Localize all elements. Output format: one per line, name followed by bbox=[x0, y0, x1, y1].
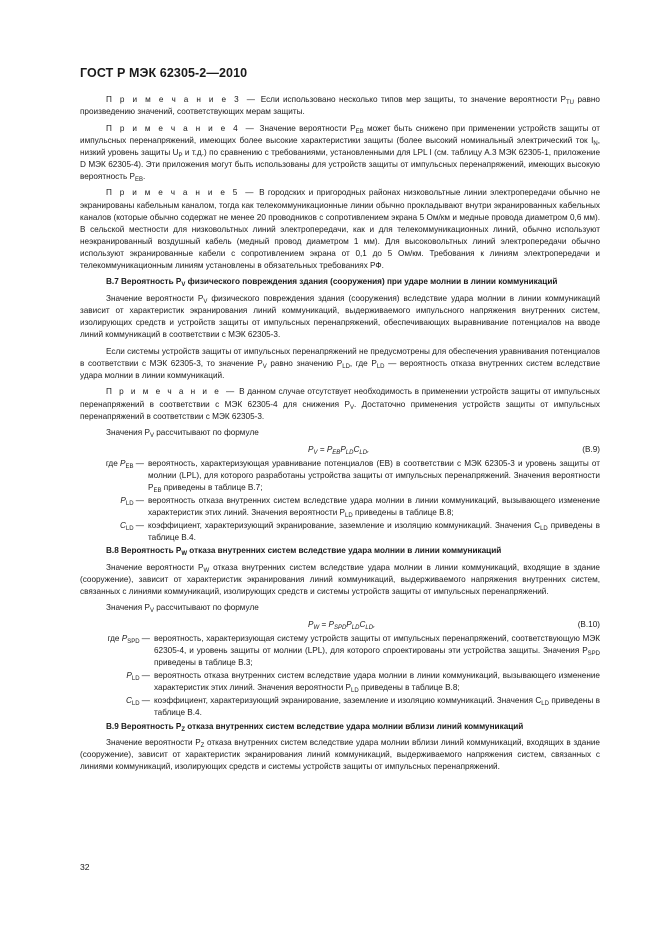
formula-b9-expression: $P_V = P_{EB}P_{LD}C_{LD}$, bbox=[308, 444, 370, 456]
section-b7-paragraph-1: Значение вероятности $P_V$ физического повреждения здания (сооружения) вследствие удара молнии в линии коммуникаций зависит от характеристик экранирования линий коммуникаций, выдерживаемого импульсного напряжения внутренних систем, изолирующих средств и устройств защиты от импульсных перенапряжений, обеспечивающих выравнивание потенциалов на вводе линий коммуникаций в соответствии с МЭК 62305-3. bbox=[80, 293, 600, 340]
formula-b10 bbox=[80, 619, 600, 632]
where-item-peb: где $P_{EB}$ — вероятность, характеризующая уравнивание потенциалов (ЕВ) в соответствии с МЭК 62305-3 и уровень защиты от молнии (LPL), для которого разработаны устройства защиты от импульсных перенапряжений. Значения вероятности $P_{EB}$ приведены в таблице В.7; bbox=[105, 458, 600, 494]
formula-b10-number: (В.10) bbox=[577, 619, 600, 629]
formula-b9 bbox=[80, 444, 600, 457]
section-b7-heading: В.7 Вероятность $P_V$ физического повреждения здания (сооружения) при ударе молнии в линии коммуникаций bbox=[106, 277, 558, 289]
note-3: П р и м е ч а н и е 3 — Если использовано несколько типов мер защиты, то значение вероятности $P_{TU}$ равно произведению значений, соответствующих мерам защиты. bbox=[80, 95, 600, 117]
document-header: ГОСТ Р МЭК 62305-2—2010 bbox=[80, 66, 248, 80]
where-item-pspd: где $P_{SPD}$ — вероятность, характеризующая систему устройств защиты от импульсных перенапряжений, соответствующую МЭК 62305-4, и уровень защиты от молнии (LPL), для которого спроектированы эти устройства защиты. Значения $P_{SPD}$ приведены в таблице В.3; bbox=[107, 633, 600, 668]
section-b9-heading: В.9 Вероятность $P_Z$ отказа внутренних систем вследствие удара молнии вблизи линий коммуникаций bbox=[106, 721, 524, 733]
section-b7-formula-intro: Значения $P_V$ рассчитывают по формуле bbox=[106, 428, 259, 440]
formula-b10-expression: $P_W = P_{SPD}P_{LD}C_{LD}$, bbox=[308, 619, 376, 631]
section-b7-paragraph-2: Если системы устройств защиты от импульсных перенапряжений не предусмотрены для обеспечения уравнивания потенциалов в соответствии с МЭК 62305-3, то значение $P_V$ равно значению $P_{LD}$, где $P_{LD}$ — вероятность отказа внутренних систем вследствие удара молнии в линии коммуникаций. bbox=[80, 346, 600, 380]
document-body bbox=[80, 94, 600, 778]
section-b8-paragraph-1: Значение вероятности $P_W$ отказа внутренних систем вследствие удара молнии в линии коммуникаций, входящие в здание (сооружение), зависит от характеристик экранирования линий коммуникаций, выдерживаемого напряжения внутренних систем, связанных с линиями коммуникаций, изолирующих средств и системы устройств защиты от импульсных перенапряжений. bbox=[80, 562, 600, 596]
section-b9-paragraph-1: Значение вероятности $P_Z$ отказа внутренних систем вследствие удара молнии вблизи линий коммуникаций, входящих в здание (сооружение), зависит от характеристик экранирования линий коммуникаций, выдерживаемого напряжения систем, связанных с линиями коммуникаций, изолирующих средств и системы устройств защиты от импульсных перенапряжений. bbox=[80, 738, 600, 772]
where-item-pld-2: $P_{LD}$ — вероятность отказа внутренних систем вследствие удара молнии в линии коммуникаций, вызывающего изменение характеристик этих линий. Значения вероятности $P_{LD}$ приведены в таблице В.8; bbox=[126, 671, 600, 695]
section-b8-heading: В.8 Вероятность $P_W$ отказа внутренних систем вследствие удара молнии в линии коммуникаций bbox=[106, 546, 502, 558]
page-number: 32 bbox=[80, 862, 90, 872]
note-5: П р и м е ч а н и е 5 — В городских и пригородных районах низковольтные линии электропередачи обычно не экранированы кабельным каналом, тогда как телекоммуникационные линии обычно прокладывают внутри экранированных кабельных каналов (которые обычно содержат не менее 20 проводников с сопротивлением экрана 5 Ом/км и медные провода диаметром 0,6 мм). В сельской местности для низковольтных линий электропередачи, как и для телекоммуникационных линий, обычно используют неэкранированный воздушный кабель (медный провод диаметром 1 мм). Для высоковольтных линий электропередачи обычно используют экранированные кабели с сопротивлением экрана от 0,1 до 5 Ом/км. Требования к линиям электропередачи и телекоммуникационным линиям установлены в обязательных требованиях РФ. bbox=[80, 188, 601, 270]
where-item-cld-2: $C_{LD}$ — коэффициент, характеризующий экранирование, заземление и изоляцию коммуникаций. Значения $C_{LD}$ приведены в таблице В.4. bbox=[125, 696, 600, 718]
formula-b9-number: (В.9) bbox=[582, 444, 600, 454]
section-b7-note: П р и м е ч а н и е — В данном случае отсутствует необходимость в применении устройств защиты от импульсных перенапряжений в соответствии с МЭК 62305-4 для снижения $P_V$. Достаточно применения устройств защиты от импульсных перенапряжений в соответствии с МЭК 62305-3. bbox=[80, 387, 600, 421]
where-item-cld: $C_{LD}$ — коэффициент, характеризующий экранирование, заземление и изоляцию коммуникаций. Значения $C_{LD}$ приведены в таблице В.4. bbox=[119, 521, 600, 543]
section-b8-formula-intro: Значения $P_V$ рассчитывают по формуле bbox=[106, 603, 259, 615]
where-item-pld: $P_{LD}$ — вероятность отказа внутренних систем вследствие удара молнии в линии коммуникаций, вызывающего изменение характеристик этих линий. Значения вероятности $P_{LD}$ приведены в таблице В.8; bbox=[120, 495, 600, 519]
note-4: П р и м е ч а н и е 4 — Значение вероятности $P_{EB}$ может быть снижено при применении устройств защиты от импульсных перенапряжений, имеющих более высокие характеристики защиты (более высокий номинальный электрический ток $I_N$, низкий уровень защиты $U_P$ и т.д.) по сравнению с требованиями, установленными для LPL I (см. таблицу А.3 МЭК 62305-1, приложение D МЭК 62305-4). Эти приложения могут быть использованы для устройств защиты от импульсных перенапряжений, имеющих высокую вероятность $P_{EB}$. bbox=[80, 123, 600, 183]
